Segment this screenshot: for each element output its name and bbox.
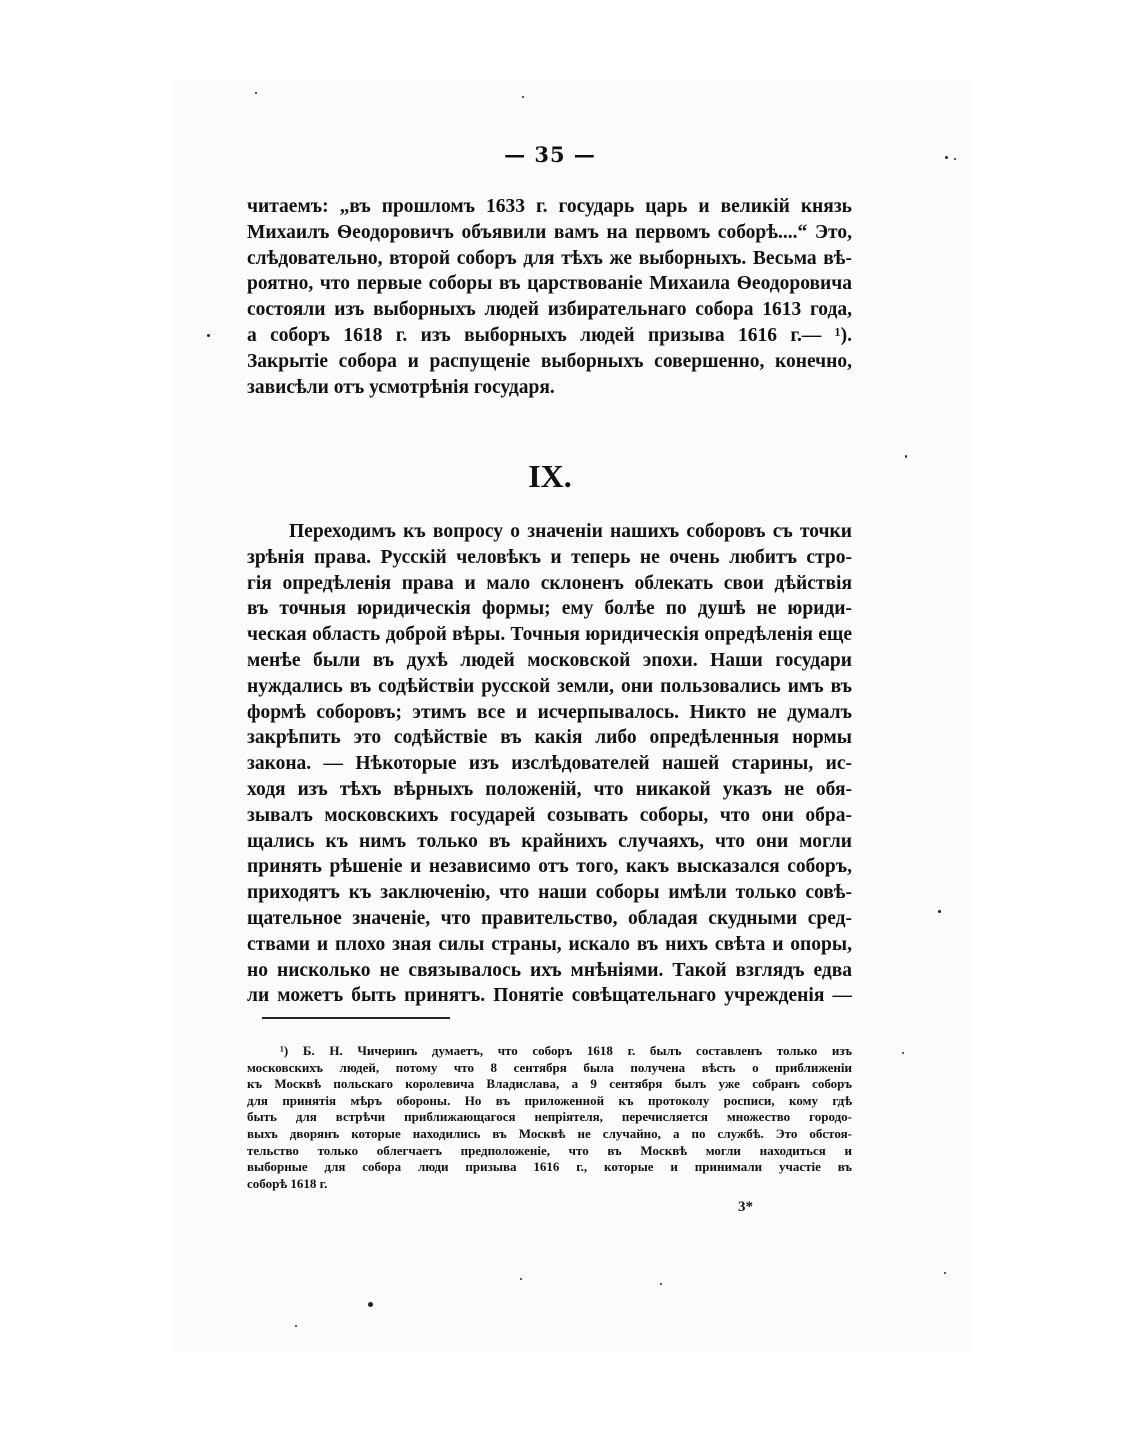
text-line: ческая область доброй вѣры. Точныя юридическія опредѣленія еще (247, 624, 852, 646)
scan-speck (902, 1052, 904, 1054)
text-line: слѣдовательно, второй соборъ для тѣхъ же выборныхъ. Весьма вѣ- (247, 247, 852, 269)
paragraph-1 (247, 194, 852, 400)
text-line: зывалъ московскихъ государей созывать соборы, что они обра- (247, 804, 852, 826)
text-line: гія опредѣленія права и мало склоненъ облекать свои дѣйствія (247, 572, 852, 594)
text-line: нуждались въ содѣйствіи русской земли, они пользовались имъ въ (247, 675, 852, 697)
text-line: ли можетъ быть принятъ. Понятіе совѣщательнаго учрежденія — (247, 985, 852, 1007)
footnote-line: выхъ дворянъ которые находились въ Москвѣ не случайно, а по службѣ. Это обстоя- (247, 1125, 852, 1141)
footnote-line: быть для встрѣчи приближающагося непріятеля, перечисляется множество городо- (247, 1109, 852, 1125)
text-line: состояли изъ выборныхъ людей избирательнаго собора 1613 года, (247, 299, 852, 321)
signature-mark: 3* (738, 1199, 753, 1215)
text-line: приходятъ къ заключенію, что наши соборы имѣли только совѣ- (247, 882, 852, 904)
text-line: Переходимъ къ вопросу о значеніи нашихъ соборовъ съ точки (289, 521, 852, 542)
footnote-line: соборѣ 1618 г. (247, 1175, 328, 1191)
scan-speck (255, 92, 257, 94)
text-line: менѣе были въ духѣ людей московской эпохи. Наши государи (247, 649, 852, 671)
section-heading: IX. (528, 458, 572, 494)
scan-speck (660, 1283, 662, 1285)
text-line: но нисколько не связывалось ихъ мнѣніями. Такой взглядъ едва (247, 959, 852, 981)
text-line: Михаилъ Ѳеодоровичъ объявили вамъ на первомъ соборѣ....“ Это, (247, 221, 852, 243)
scan-speck (938, 910, 941, 913)
text-line: зависѣли отъ усмотрѣнія государя. (247, 376, 555, 398)
text-line: ходя изъ тѣхъ вѣрныхъ положеній, что никакой указъ не обя- (247, 778, 852, 800)
text-line: Закрытіе собора и распущеніе выборныхъ совершенно, конечно, (247, 350, 852, 372)
text-line: роятно, что первые соборы въ царствованіе Михаила Ѳеодоровича (247, 273, 852, 295)
text-line: а соборъ 1618 г. изъ выборныхъ людей призыва 1616 г.— ¹). (247, 324, 852, 346)
text-line: формѣ соборовъ; этимъ все и исчерпывалось. Никто не думалъ (247, 701, 852, 723)
scan-speck (295, 1325, 297, 1327)
text-line: ствами и плохо зная силы страны, искало въ нихъ свѣта и опоры, (247, 933, 852, 955)
scan-speck (207, 334, 210, 337)
scan-speck (944, 1272, 946, 1274)
text-line: щались къ нимъ только въ крайнихъ случаяхъ, что они могли (247, 830, 852, 852)
text-line: зрѣнія права. Русскій человѣкъ и теперь не очень любитъ стро- (247, 546, 852, 568)
scan-speck (945, 156, 948, 159)
footnote-line: ¹) Б. Н. Чичеринъ думаетъ, что соборъ 1618 г. былъ составленъ только изъ (280, 1043, 852, 1058)
text-line: закона. — Нѣкоторые изъ изслѣдователей нашей старины, ис- (247, 753, 852, 775)
footnote-line: для принятія мѣръ обороны. Но въ приложенной къ протоколу росписи, кому гдѣ (247, 1092, 852, 1108)
footnote-line: тельство только облегчаетъ предположеніе, что въ Москвѣ могли находиться и (247, 1142, 852, 1158)
scan-speck (905, 455, 907, 458)
footnote-line: московскихъ людей, потому что 8 сентября была получена вѣсть о приближеніи (247, 1059, 852, 1075)
footnote (247, 1043, 852, 1192)
paragraph-2 (247, 519, 852, 1009)
scan-speck (522, 96, 524, 98)
text-line: щательное значеніе, что правительство, обладая скудными сред- (247, 907, 852, 929)
footnote-rule (262, 1017, 450, 1019)
text-line: читаемъ: „въ прошломъ 1633 г. государь царь и великій князь (247, 196, 852, 217)
text-line: въ точныя юридическія формы; ему болѣе по душѣ не юриди- (247, 598, 852, 620)
text-line: закрѣпить это содѣйствіе въ какія либо опредѣленныя нормы (247, 727, 852, 749)
text-line: принять рѣшеніе и независимо отъ того, какъ высказался соборъ, (247, 856, 852, 878)
scan-speck (954, 158, 956, 160)
scan-speck (368, 1302, 373, 1307)
footnote-line: къ Москвѣ польскаго королевича Владислава, а 9 сентября былъ уже собранъ соборъ (247, 1076, 852, 1092)
page-number: — 35 — (504, 142, 596, 167)
scan-speck (520, 1278, 522, 1280)
footnote-line: выборные для собора люди призыва 1616 г., которые и принимали участіе въ (247, 1159, 852, 1175)
